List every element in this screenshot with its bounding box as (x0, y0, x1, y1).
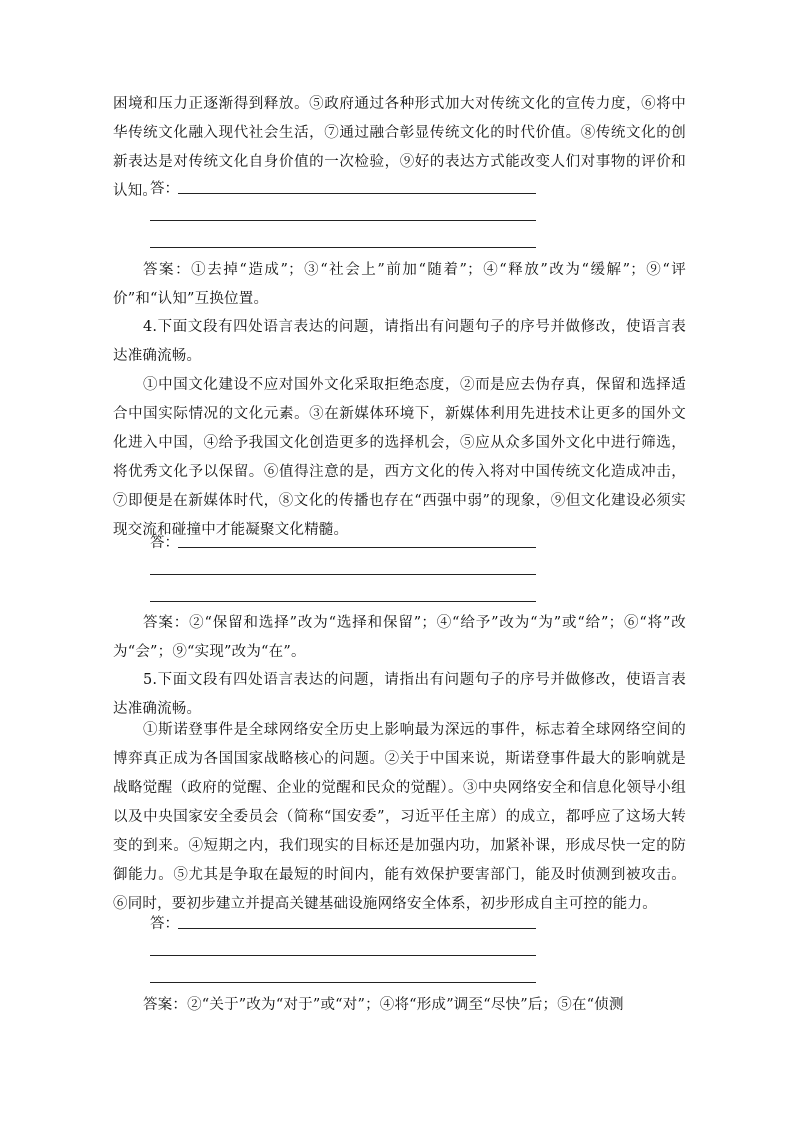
q3-answer-line-3[interactable] (150, 247, 536, 248)
q5-prompt: 5.下面文段有四处语言表达的问题，请指出有问题句子的序号并做修改，使语言表达准确流畅。 (113, 672, 686, 717)
q3-answer-label: 答： (150, 181, 179, 197)
q3-answer: 答案：①去掉“造成”；③“社会上”前加“随着”；④“释放”改为“缓解”；⑨“评价”和“认知”互换位置。 (113, 262, 686, 307)
q5-passage: ①斯诺登事件是全球网络安全历史上影响最为深远的事件，标志着全球网络空间的博弈真正成为各国国家战略核心的问题。②关于中国来说，斯诺登事件最大的影响就是战略觉醒（政府的觉醒、企业的觉醒和民众的觉醒）。③中央网络安全和信息化领导小组以及中央国家安全委员会（简称“国安委”，习近平任主席）的成立，都呼应了这场大转变的到来。④短期之内，我们现实的目标还是加强内功，加紧补课，形成尽快一定的防御能力。⑤尤其是争取在最短的时间内，能有效保护要害部门，能及时侦测到被攻击。⑥同时，要初步建立并提高关键基础设施网络安全体系，初步形成自主可控的能力。 (113, 722, 686, 912)
q4-answer: 答案：②“保留和选择”改为“选择和保留”；④“给予”改为“为”或“给”；⑥“将”改为“会”；⑨“实现”改为“在”。 (113, 615, 686, 660)
q4-passage: ①中国文化建设不应对国外文化采取拒绝态度，②而是应去伪存真，保留和选择适合中国实际情况的文化元素。③在新媒体环境下，新媒体利用先进技术让更多的国外文化进入中国，④给予我国文化创造更多的选择机会，⑤应从众多国外文化中进行筛选，将优秀文化予以保留。⑥值得注意的是，西方文化的传入将对中国传统文化造成冲击，⑦即便是在新媒体时代，⑧文化的传播也存在“西强中弱”的现象，⑨但文化建设必须实现交流和碰撞中才能凝聚文化精髓。 (113, 377, 686, 538)
q4-answer-line-2[interactable] (150, 574, 536, 575)
q4-answer-label: 答： (150, 535, 179, 551)
q3-answer-line-2[interactable] (150, 220, 536, 221)
q5-answer: 答案：②“关于”改为“对于”或“对”；④将“形成”调至“尽快”后；⑤在“侦测 (143, 997, 624, 1013)
q5-answer-line-1[interactable] (178, 928, 536, 929)
q4-answer-line-3[interactable] (150, 601, 536, 602)
q4-answer-line-1[interactable] (178, 547, 536, 548)
q5-answer-line-2[interactable] (150, 955, 536, 956)
q5-answer-label: 答： (150, 916, 179, 932)
q4-prompt: 4.下面文段有四处语言表达的问题，请指出有问题句子的序号并做修改，使语言表达准确流畅。 (113, 319, 686, 364)
q3-passage-tail: 困境和压力正逐渐得到释放。⑤政府通过各种形式加大对传统文化的宣传力度，⑥将中华传统文化融入现代社会生活，⑦通过融合彰显传统文化的时代价值。⑧传统文化的创新表达是对传统文化自身价值的一次检验，⑨好的表达方式能改变人们对事物的评价和认知。 (113, 96, 686, 199)
q5-answer-line-3[interactable] (150, 982, 536, 983)
q3-answer-line-1[interactable] (178, 193, 536, 194)
